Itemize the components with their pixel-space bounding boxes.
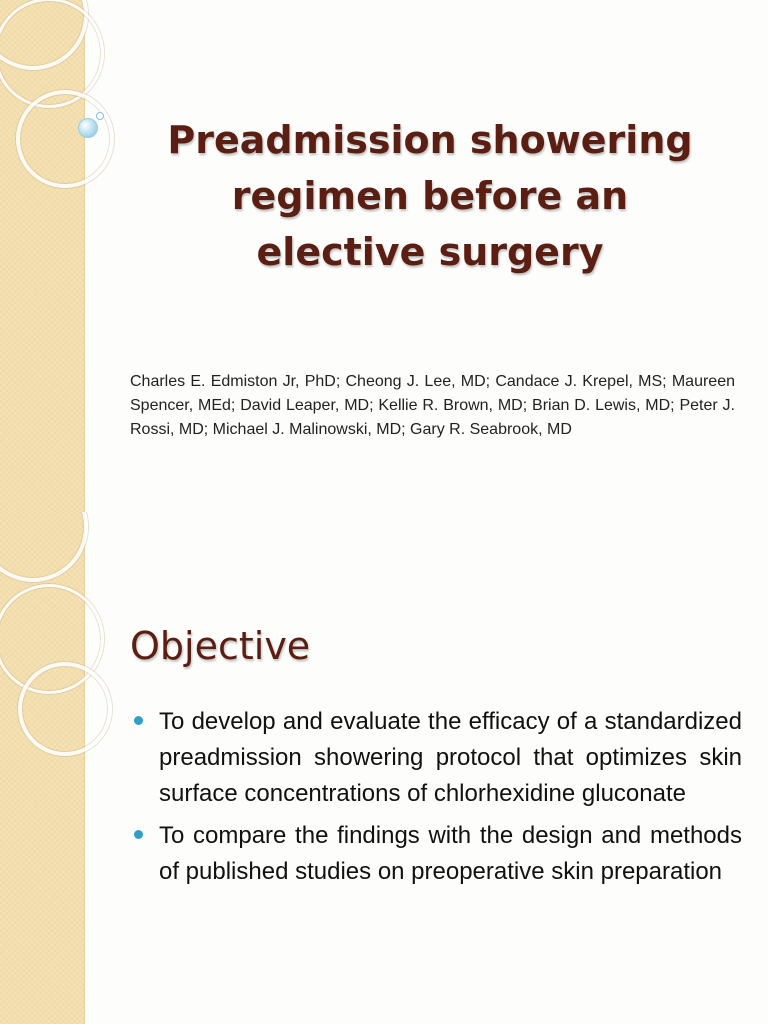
section-heading: Objective	[130, 624, 311, 668]
list-item-text: To develop and evaluate the efficacy of a standardized preadmission showering protocol that optimizes skin surface concentrations of chlorhexidine gluconate	[159, 708, 742, 807]
bullet-dot-icon	[134, 830, 143, 839]
list-item	[130, 818, 742, 890]
list-item-text: To compare the findings with the design and methods of published studies on preoperative skin preparation	[159, 822, 742, 885]
decorative-ring	[16, 90, 114, 188]
decorative-ring	[18, 662, 112, 756]
decorative-bubble	[96, 112, 104, 120]
list-item	[130, 704, 742, 812]
title-line: Preadmission showering	[167, 118, 693, 162]
author-list: Charles E. Edmiston Jr, PhD; Cheong J. Lee, MD; Candace J. Krepel, MS; Maureen Spencer, MEd; David Leaper, MD; Kellie R. Brown, MD; Brian D. Lewis, MD; Peter J. Rossi, MD; Michael J. Malinowski, MD; Gary R. Seabrook, MD	[130, 373, 735, 438]
decorative-bubble	[78, 118, 98, 138]
title-line: regimen before an	[231, 174, 629, 218]
objective-slide	[0, 512, 768, 1024]
slide-title	[130, 112, 730, 280]
bullet-dot-icon	[134, 716, 143, 725]
objective-list	[130, 704, 742, 896]
title-line: elective surgery	[256, 230, 604, 274]
